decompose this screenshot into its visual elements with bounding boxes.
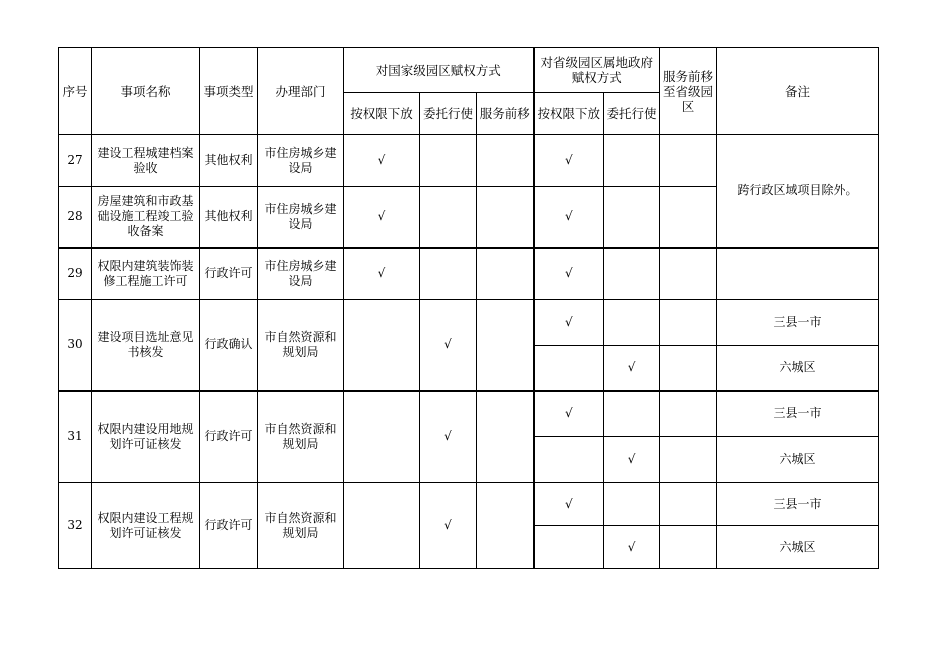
header-sub-service: 服务前移 [477,93,534,135]
cell-empty [604,391,660,437]
cell-remark: 跨行政区域项目除外。 [717,135,879,248]
header-national-group: 对国家级园区赋权方式 [344,48,534,93]
cell-empty [344,391,420,483]
check-mark: √ [420,300,477,391]
header-sub-delegate: 按权限下放 [344,93,420,135]
cell-remark: 六城区 [717,526,879,569]
cell-type: 其他权利 [200,135,258,187]
cell-empty [660,526,717,569]
check-mark: √ [420,483,477,569]
cell-seq: 31 [59,391,92,483]
check-mark: √ [534,135,604,187]
header-seq: 序号 [59,48,92,135]
cell-seq: 29 [59,248,92,300]
cell-empty [660,437,717,483]
cell-empty [660,248,717,300]
cell-empty [534,437,604,483]
cell-dept: 市自然资源和规划局 [258,300,344,391]
cell-empty [477,135,534,187]
cell-name: 房屋建筑和市政基础设施工程竣工验收备案 [92,187,200,248]
cell-empty [660,391,717,437]
check-mark: √ [604,346,660,391]
cell-seq: 28 [59,187,92,248]
header-name: 事项名称 [92,48,200,135]
cell-empty [604,187,660,248]
cell-dept: 市住房城乡建设局 [258,248,344,300]
cell-empty [420,187,477,248]
cell-name: 建设工程城建档案验收 [92,135,200,187]
header-type: 事项类型 [200,48,258,135]
cell-dept: 市住房城乡建设局 [258,187,344,248]
cell-empty [344,300,420,391]
cell-type: 行政许可 [200,391,258,483]
cell-empty [477,300,534,391]
cell-empty [604,248,660,300]
check-mark: √ [534,187,604,248]
check-mark: √ [534,300,604,346]
header-sub-entrust2: 委托行使 [604,93,660,135]
cell-dept: 市自然资源和规划局 [258,391,344,483]
cell-remark: 三县一市 [717,483,879,526]
table-row [59,483,879,526]
header-remark: 备注 [717,48,879,135]
cell-seq: 32 [59,483,92,569]
cell-name: 权限内建设用地规划许可证核发 [92,391,200,483]
cell-remark: 三县一市 [717,391,879,437]
cell-empty [660,187,717,248]
cell-empty [477,187,534,248]
cell-remark: 六城区 [717,346,879,391]
cell-remark: 六城区 [717,437,879,483]
table-row [59,391,879,437]
check-mark: √ [604,526,660,569]
cell-seq: 27 [59,135,92,187]
cell-type: 其他权利 [200,187,258,248]
header-dept: 办理部门 [258,48,344,135]
cell-empty [420,135,477,187]
table-row [59,300,879,346]
cell-name: 建设项目选址意见书核发 [92,300,200,391]
cell-empty [477,248,534,300]
cell-empty [534,346,604,391]
header-service-move: 服务前移至省级园区 [660,48,717,135]
cell-empty [477,483,534,569]
check-mark: √ [420,391,477,483]
header-sub-delegate2: 按权限下放 [534,93,604,135]
cell-type: 行政许可 [200,248,258,300]
cell-empty [660,135,717,187]
check-mark: √ [534,248,604,300]
cell-empty [660,300,717,346]
cell-type: 行政确认 [200,300,258,391]
cell-dept: 市住房城乡建设局 [258,135,344,187]
table-row [59,135,879,187]
cell-empty [534,526,604,569]
header-sub-entrust: 委托行使 [420,93,477,135]
delegation-table [58,47,879,569]
header-provincial-group: 对省级园区属地政府赋权方式 [534,48,660,93]
header-row-1 [59,48,879,93]
cell-empty [344,483,420,569]
cell-empty [604,483,660,526]
cell-empty [604,300,660,346]
cell-name: 权限内建筑装饰装修工程施工许可 [92,248,200,300]
cell-empty [420,248,477,300]
table-row [59,248,879,300]
cell-dept: 市自然资源和规划局 [258,483,344,569]
check-mark: √ [534,483,604,526]
cell-remark: 三县一市 [717,300,879,346]
check-mark: √ [534,391,604,437]
cell-type: 行政许可 [200,483,258,569]
cell-empty [477,391,534,483]
cell-empty [660,346,717,391]
check-mark: √ [344,248,420,300]
cell-name: 权限内建设工程规划许可证核发 [92,483,200,569]
cell-empty [660,483,717,526]
check-mark: √ [604,437,660,483]
check-mark: √ [344,187,420,248]
cell-empty [604,135,660,187]
cell-remark [717,248,879,300]
cell-seq: 30 [59,300,92,391]
check-mark: √ [344,135,420,187]
